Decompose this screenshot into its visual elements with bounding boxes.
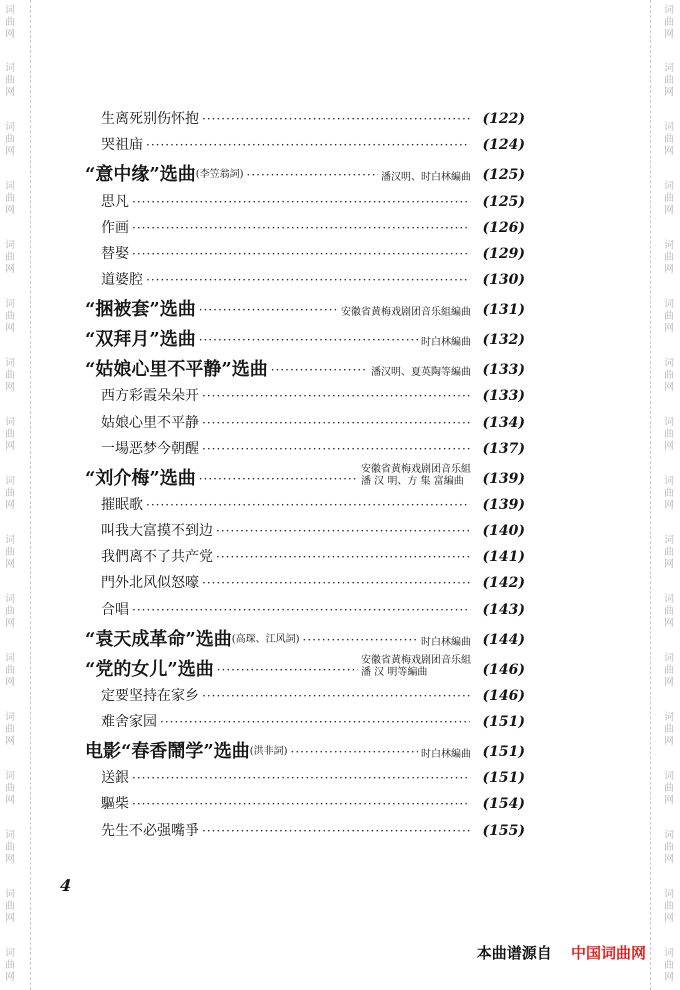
toc-entry-row (85, 813, 525, 839)
watermark-mark: 词 曲 网 (664, 594, 674, 629)
watermark-mark: 词 曲 网 (664, 653, 674, 688)
watermark-mark: 词 曲 网 (664, 476, 674, 511)
dot-leader (132, 219, 470, 237)
watermark-mark: 词 曲 网 (664, 712, 674, 747)
footer-site-link[interactable]: 中国词曲网 (570, 944, 646, 962)
toc-title: 哭祖庙 (101, 137, 143, 154)
toc-page-number: (137) (482, 440, 525, 457)
toc-page-number: (134) (482, 414, 525, 431)
toc-entry-row (85, 540, 525, 566)
toc-title: “捆被套”选曲 (85, 299, 196, 321)
watermark-mark: 词 曲 网 (5, 535, 15, 570)
toc-page-number: (130) (482, 272, 525, 289)
watermark-mark: 词 曲 网 (664, 771, 674, 806)
dot-leader (202, 687, 470, 705)
toc-entry-row (85, 432, 525, 458)
watermark-mark: 词 曲 网 (664, 122, 674, 157)
watermark-mark: 词 曲 网 (5, 476, 15, 511)
toc-title: 姑娘心里不平静 (101, 414, 199, 431)
watermark-mark: 词 曲 网 (664, 948, 674, 983)
toc-title: “刘介梅”选曲 (85, 467, 196, 489)
toc-title: 道婆腔 (101, 272, 143, 289)
watermark-mark: 词 曲 网 (5, 417, 15, 452)
toc-section-row (85, 154, 525, 184)
dot-leader (132, 193, 470, 211)
dot-leader (146, 496, 470, 514)
toc-title: 西方彩霞朵朵开 (101, 388, 199, 405)
toc-title: 定要坚持在家乡 (101, 687, 199, 704)
toc-section-row (85, 289, 525, 319)
toc-title: “意中缘”选曲 (85, 164, 196, 186)
watermark-mark: 词 曲 网 (664, 535, 674, 570)
toc-title: 电影“春香鬧学”选曲 (85, 741, 250, 762)
toc-page-number: (125) (482, 193, 525, 210)
toc-entry-row (85, 592, 525, 618)
toc-entry-row (85, 679, 525, 705)
toc-author-note: (高琛、江风詞) (231, 633, 300, 645)
dot-leader (202, 574, 470, 592)
dot-leader (199, 301, 338, 319)
dot-leader (132, 601, 470, 619)
watermark-mark: 词 曲 网 (5, 594, 15, 629)
toc-entry-row (85, 761, 525, 787)
toc-arranger: 潘汉明、夏英陶等編曲 (371, 367, 471, 379)
toc-title: “双拜月”选曲 (85, 329, 196, 351)
dot-leader (216, 522, 470, 540)
watermark-mark: 词 曲 网 (664, 63, 674, 98)
watermark-mark: 词 曲 网 (5, 181, 15, 216)
toc-title: 叫我大富摸不到边 (101, 523, 213, 540)
toc-entry-row (85, 263, 525, 289)
footer-source-label: 本曲谱源自 (476, 944, 552, 962)
toc-page-number: (146) (482, 661, 525, 678)
dot-leader (202, 110, 470, 128)
toc-entry-row (85, 787, 525, 813)
footer-attribution (477, 942, 646, 963)
toc-page-number: (140) (482, 523, 525, 540)
toc-page-number: (151) (482, 714, 525, 730)
toc-page-number: (122) (482, 111, 525, 128)
toc-title: 合唱 (101, 601, 129, 618)
dot-leader (202, 822, 470, 840)
toc-page-number: (139) (482, 496, 525, 513)
watermark-mark: 词 曲 网 (5, 63, 15, 98)
toc-title: 先生不必强嘴爭 (101, 822, 199, 839)
toc-arranger: 时白林編曲 (421, 749, 471, 760)
toc-arranger: 时白林編曲 (421, 337, 471, 349)
toc-title: “姑娘心里不平静”选曲 (85, 359, 268, 381)
toc-page-number: (143) (482, 601, 525, 618)
toc-page-number: (142) (482, 575, 525, 592)
toc-page-number: (132) (482, 332, 525, 349)
toc-page-number: (129) (482, 245, 525, 262)
watermark-mark: 词 曲 网 (5, 830, 15, 865)
toc-page-number: (131) (482, 302, 525, 319)
toc-page-number: (155) (482, 822, 525, 839)
watermark-mark: 词 曲 网 (5, 299, 15, 334)
toc-section-row (85, 458, 525, 488)
watermark-mark: 词 曲 网 (5, 653, 15, 688)
watermark-mark: 词 曲 网 (5, 358, 15, 393)
toc-page-number: (133) (482, 362, 525, 379)
watermark-mark: 词 曲 网 (664, 830, 674, 865)
dot-leader (247, 166, 378, 184)
toc-title: 生离死别伤怀抱 (101, 111, 199, 128)
toc-arranger: 安徽省黄梅戏剧团音乐組 潘 汉 明等編曲 (361, 654, 471, 678)
toc-entry-row (85, 705, 525, 731)
dot-leader (271, 361, 368, 379)
toc-section-row (85, 319, 525, 349)
toc-page-number: (154) (482, 796, 525, 813)
toc-arranger: 安徽省黄梅戏剧团音乐組編曲 (341, 307, 471, 319)
toc-title: 摧眠歌 (101, 496, 143, 513)
toc-page-number: (144) (482, 631, 525, 648)
watermark-mark: 词 曲 网 (664, 889, 674, 924)
toc-title: 作画 (101, 219, 129, 236)
toc-section-row (85, 731, 525, 761)
toc-entry-row (85, 566, 525, 592)
dot-leader (199, 331, 418, 349)
toc-title: 难舍家园 (101, 714, 157, 730)
toc-arranger: 潘汉明、时白林編曲 (381, 172, 471, 184)
dot-leader (132, 769, 470, 787)
toc-page-number: (126) (482, 219, 525, 236)
watermark-mark: 词 曲 网 (664, 181, 674, 216)
watermark-mark: 词 曲 网 (5, 712, 15, 747)
watermark-mark: 词 曲 网 (5, 771, 15, 806)
watermark-mark: 词 曲 网 (5, 240, 15, 275)
dot-leader (202, 440, 470, 458)
toc-title: 驅柴 (101, 796, 129, 813)
dot-leader (202, 387, 470, 405)
toc-title: 替娶 (101, 245, 129, 262)
watermark-mark: 词 曲 网 (5, 122, 15, 157)
dot-leader (146, 136, 470, 154)
watermark-mark: 词 曲 网 (664, 240, 674, 275)
toc-page-number: (151) (482, 770, 525, 787)
watermark-mark: 词 曲 网 (5, 5, 15, 40)
table-of-contents (85, 102, 525, 840)
toc-section-row (85, 619, 525, 649)
toc-page-number: (151) (482, 744, 525, 760)
toc-entry-row (85, 102, 525, 128)
toc-arranger: 时白林編曲 (421, 636, 471, 648)
dot-leader (217, 661, 358, 679)
dot-leader (146, 271, 470, 289)
toc-title: “党的女儿”选曲 (85, 658, 214, 680)
toc-title: 我們离不了共产党 (101, 549, 213, 566)
right-dashed-border (650, 0, 651, 990)
toc-title: “袁天成革命”选曲 (85, 628, 232, 650)
watermark-mark: 词 曲 网 (5, 948, 15, 983)
toc-entry-row (85, 379, 525, 405)
toc-arranger: 安徽省黄梅戏剧团音乐組 潘 汉 明、方 集 富編曲 (361, 463, 471, 487)
toc-title: 思凡 (101, 193, 129, 210)
toc-author-note: (洪非詞) (249, 746, 288, 757)
dot-leader (291, 743, 418, 761)
watermark-mark: 词 曲 网 (664, 358, 674, 393)
dot-leader (199, 470, 358, 488)
left-dashed-border (30, 0, 31, 990)
toc-entry-row (85, 211, 525, 237)
toc-entry-row (85, 514, 525, 540)
watermark-mark: 词 曲 网 (5, 889, 15, 924)
dot-leader (132, 795, 470, 813)
toc-title: 門外北风似怒嚎 (101, 575, 199, 592)
toc-section-row (85, 349, 525, 379)
toc-entry-row (85, 128, 525, 154)
toc-entry-row (85, 488, 525, 514)
dot-leader (216, 548, 470, 566)
watermark-mark: 词 曲 网 (664, 417, 674, 452)
dot-leader (303, 631, 418, 649)
watermark-mark: 词 曲 网 (664, 299, 674, 334)
toc-title: 一場恶梦今朝醒 (101, 440, 199, 457)
watermark-mark: 词 曲 网 (664, 5, 674, 40)
dot-leader (160, 713, 470, 731)
page-number: 4 (57, 876, 74, 895)
toc-page-number: (133) (482, 388, 525, 405)
toc-title: 送銀 (101, 770, 129, 787)
toc-entry-row (85, 237, 525, 263)
toc-page-number: (139) (482, 470, 525, 487)
toc-author-note: (李笠翁詞) (195, 169, 244, 181)
toc-page-number: (146) (482, 687, 525, 704)
toc-page-number: (141) (482, 549, 525, 566)
toc-section-row (85, 649, 525, 679)
dot-leader (202, 414, 470, 432)
toc-page-number: (125) (482, 167, 525, 184)
toc-page-number: (124) (482, 137, 525, 154)
toc-entry-row (85, 184, 525, 210)
toc-entry-row (85, 405, 525, 431)
dot-leader (132, 245, 470, 263)
